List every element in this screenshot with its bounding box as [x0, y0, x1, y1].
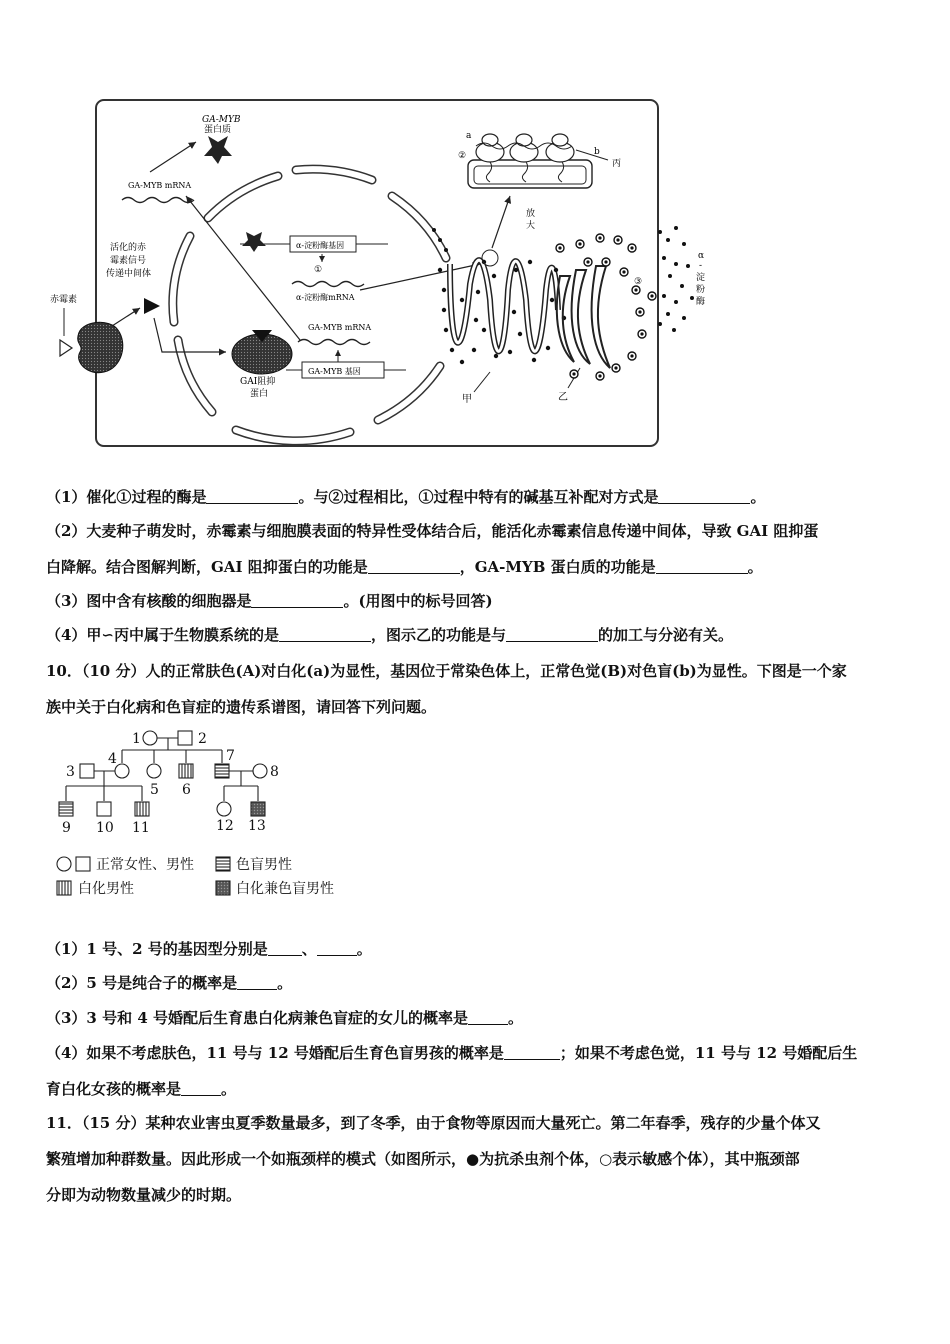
- individual-5: [147, 764, 161, 778]
- legend-both-label: 白化兼色盲男性: [236, 881, 334, 897]
- legend-colorblind-symbol: [216, 857, 230, 871]
- gamyb-mrna-top-label: GA-MYB mRNA: [128, 181, 192, 190]
- individual-3: [80, 764, 94, 778]
- q9-p2-a: 白降解。结合图解判断，GAI 阻抑蛋白的功能是: [46, 558, 368, 576]
- label-4: 4: [108, 751, 117, 767]
- q9-part2-line1: （2）大麦种子萌发时，赤霉素与细胞膜表面的特异性受体结合后，能活化赤霉素信息传递中间体，导致 GAI 阻抑蛋: [46, 522, 819, 540]
- q10-s2-blank[interactable]: [237, 975, 277, 990]
- q10-s1-a: （1）1 号、2 号的基因型分别是: [46, 940, 268, 958]
- q9-p4-a: （4）甲∽丙中属于生物膜系统的是: [46, 626, 280, 644]
- q10-sub4-line1: [46, 1042, 857, 1063]
- individual-7: [215, 764, 229, 778]
- signal-label-3: 传递中间体: [106, 269, 152, 279]
- q9-p4-blank1[interactable]: [279, 627, 371, 642]
- receptor-shape: [78, 322, 123, 372]
- q9-p2-b: ，GA-MYB 蛋白质的功能是: [459, 558, 656, 576]
- gamyb-gene-label: GA-MYB 基因: [308, 367, 361, 376]
- individual-8: [253, 764, 267, 778]
- q10-s1-blank2[interactable]: [317, 941, 357, 956]
- legend-female-symbol: [57, 857, 71, 871]
- q9-p4-blank2[interactable]: [506, 627, 598, 642]
- amylase-label-3: 淀: [696, 273, 706, 283]
- gamyb-mrna-bottom-label: GA-MYB mRNA: [308, 323, 372, 332]
- gibberellin-triangle: [60, 340, 72, 356]
- label-5: 5: [150, 782, 159, 798]
- q10-sub2: [46, 972, 292, 993]
- enlarge-label-1: 放: [526, 209, 536, 219]
- gibberellin-label: 赤霉素: [50, 295, 78, 305]
- gamyb-on-gene: [242, 232, 266, 252]
- q10-sub3: [46, 1007, 523, 1028]
- q9-p1-c: 。: [750, 488, 766, 506]
- q9-p2-blank1[interactable]: [368, 559, 460, 574]
- amylase-mrna: [292, 282, 364, 287]
- q9-part3: [46, 590, 493, 611]
- q10-s4-line2-b: 。: [221, 1080, 237, 1098]
- q9-p1-a: （1）催化①过程的酶是: [46, 488, 207, 506]
- signal-label-2: 霉素信号: [110, 256, 147, 266]
- q10-stem-line1: 10．（10 分）人的正常肤色(A)对白化(a)为显性，基因位于常染色体上，正常色觉(B)对色盲(b)为显性。下图是一个家: [46, 662, 847, 680]
- label-11: 11: [132, 820, 150, 836]
- gai-label-1: GAI阻抑: [240, 377, 276, 387]
- individual-4: [115, 764, 129, 778]
- q10-s1-blank1[interactable]: [268, 941, 302, 956]
- q10-s3-b: 。: [507, 1009, 523, 1027]
- step2-label: ②: [458, 151, 467, 161]
- enlarge-label-2: 大: [526, 221, 536, 231]
- q9-p2-c: 。: [747, 558, 763, 576]
- label-8: 8: [270, 764, 279, 780]
- legend-colorblind-label: 色盲男性: [236, 857, 292, 873]
- bing-label: 丙: [612, 159, 622, 169]
- jia-label: 甲: [462, 394, 472, 405]
- individual-10: [97, 802, 111, 816]
- individual-1: [143, 731, 157, 745]
- q10-s4-a: （4）如果不考虑肤色，11 号与 12 号婚配后生育色盲男孩的概率是: [46, 1044, 504, 1062]
- label-13: 13: [248, 818, 266, 834]
- label-3: 3: [66, 764, 75, 780]
- q11-stem-line2: 繁殖增加种群数量。因此形成一个如瓶颈样的模式（如图所示，●为抗杀虫剂个体，○表示敏感个体），其中瓶颈部: [46, 1150, 800, 1168]
- individual-12: [217, 802, 231, 816]
- q9-p1-b: 。与②过程相比，①过程中特有的碱基互补配对方式是: [298, 488, 659, 506]
- gamyb-protein-label-1: GA-MYB: [202, 115, 241, 125]
- label-12: 12: [216, 818, 234, 834]
- label-9: 9: [62, 820, 71, 836]
- label-2: 2: [198, 731, 207, 747]
- signal-intermediate-shape: [144, 298, 160, 314]
- legend-both-symbol: [216, 881, 230, 895]
- legend-albino-symbol: [57, 881, 71, 895]
- q10-s2-a: （2）5 号是纯合子的概率是: [46, 974, 238, 992]
- individual-2: [178, 731, 192, 745]
- pedigree-chart: [40, 722, 360, 902]
- yi-label: 乙: [558, 392, 568, 403]
- q10-s1-c: 。: [356, 940, 372, 958]
- amylase-label-5: 酶: [696, 297, 706, 307]
- amylase-mrna-label: α-淀粉酶mRNA: [296, 293, 355, 302]
- gamyb-mrna-bottom: [298, 340, 370, 345]
- amylase-label-2: -: [699, 261, 703, 271]
- individual-6: [179, 764, 193, 778]
- individual-13: [251, 802, 265, 816]
- q10-s4-b: ；如果不考虑色觉，11 号与 12 号婚配后生: [559, 1044, 858, 1062]
- q9-p4-b: ，图示乙的功能是与: [371, 626, 507, 644]
- q10-sub1: [46, 938, 372, 959]
- q9-part2-line2: [46, 556, 763, 577]
- label-10: 10: [96, 820, 114, 836]
- gamyb-protein-shape: [204, 136, 232, 164]
- q10-sub4-line2: [46, 1078, 236, 1099]
- q9-p4-c: 的加工与分泌有关。: [598, 626, 734, 644]
- q10-stem-line2: 族中关于白化病和色盲症的遗传系谱图，请回答下列问题。: [46, 698, 437, 716]
- q9-p3-b: 。(用图中的标号回答): [343, 592, 493, 610]
- step3-label: ③: [634, 277, 643, 287]
- individual-11: [135, 802, 149, 816]
- amylase-label-1: α: [698, 251, 705, 261]
- q10-s2-b: 。: [277, 974, 293, 992]
- individual-9: [59, 802, 73, 816]
- q10-s1-b: 、: [301, 940, 317, 958]
- label-6: 6: [182, 782, 191, 798]
- legend-albino-label: 白化男性: [78, 881, 134, 897]
- label-7: 7: [226, 748, 235, 764]
- cell-diagram: [0, 0, 950, 460]
- q9-p2-blank2[interactable]: [656, 559, 748, 574]
- q9-p3-a: （3）图中含有核酸的细胞器是: [46, 592, 252, 610]
- step1-label: ①: [314, 265, 323, 275]
- q9-p3-blank[interactable]: [251, 593, 343, 608]
- label-1: 1: [132, 731, 141, 747]
- label-b: b: [594, 147, 600, 157]
- legend-normal-label: 正常女性、男性: [96, 857, 194, 873]
- q9-part4: [46, 624, 733, 645]
- secreted-amylase: [658, 226, 694, 332]
- q10-s4-blank1[interactable]: [504, 1045, 560, 1060]
- label-a: a: [466, 131, 472, 141]
- signal-label-1: 活化的赤: [110, 243, 147, 253]
- q10-s4-line2-a: 育白化女孩的概率是: [46, 1080, 182, 1098]
- q11-stem-line3: 分即为动物数量减少的时期。: [46, 1186, 242, 1204]
- amylase-gene-label: α-淀粉酶基因: [296, 241, 345, 250]
- q9-part1: [46, 486, 765, 507]
- gamyb-mrna-top: [122, 198, 194, 203]
- gamyb-protein-label-2: 蛋白质: [204, 125, 232, 135]
- gai-label-2: 蛋白: [250, 389, 269, 399]
- q11-stem-line1: 11．（15 分）某种农业害虫夏季数量最多，到了冬季，由于食物等原因而大量死亡。第二年春季，残存的少量个体又: [46, 1114, 821, 1132]
- q10-s4-blank2[interactable]: [181, 1081, 221, 1096]
- q9-p1-blank1[interactable]: [206, 489, 298, 504]
- q9-p1-blank2[interactable]: [658, 489, 750, 504]
- legend-male-symbol: [76, 857, 90, 871]
- q10-s3-blank[interactable]: [468, 1010, 508, 1025]
- q10-s3-a: （3）3 号和 4 号婚配后生育患白化病兼色盲症的女儿的概率是: [46, 1009, 468, 1027]
- amylase-label-4: 粉: [696, 285, 706, 295]
